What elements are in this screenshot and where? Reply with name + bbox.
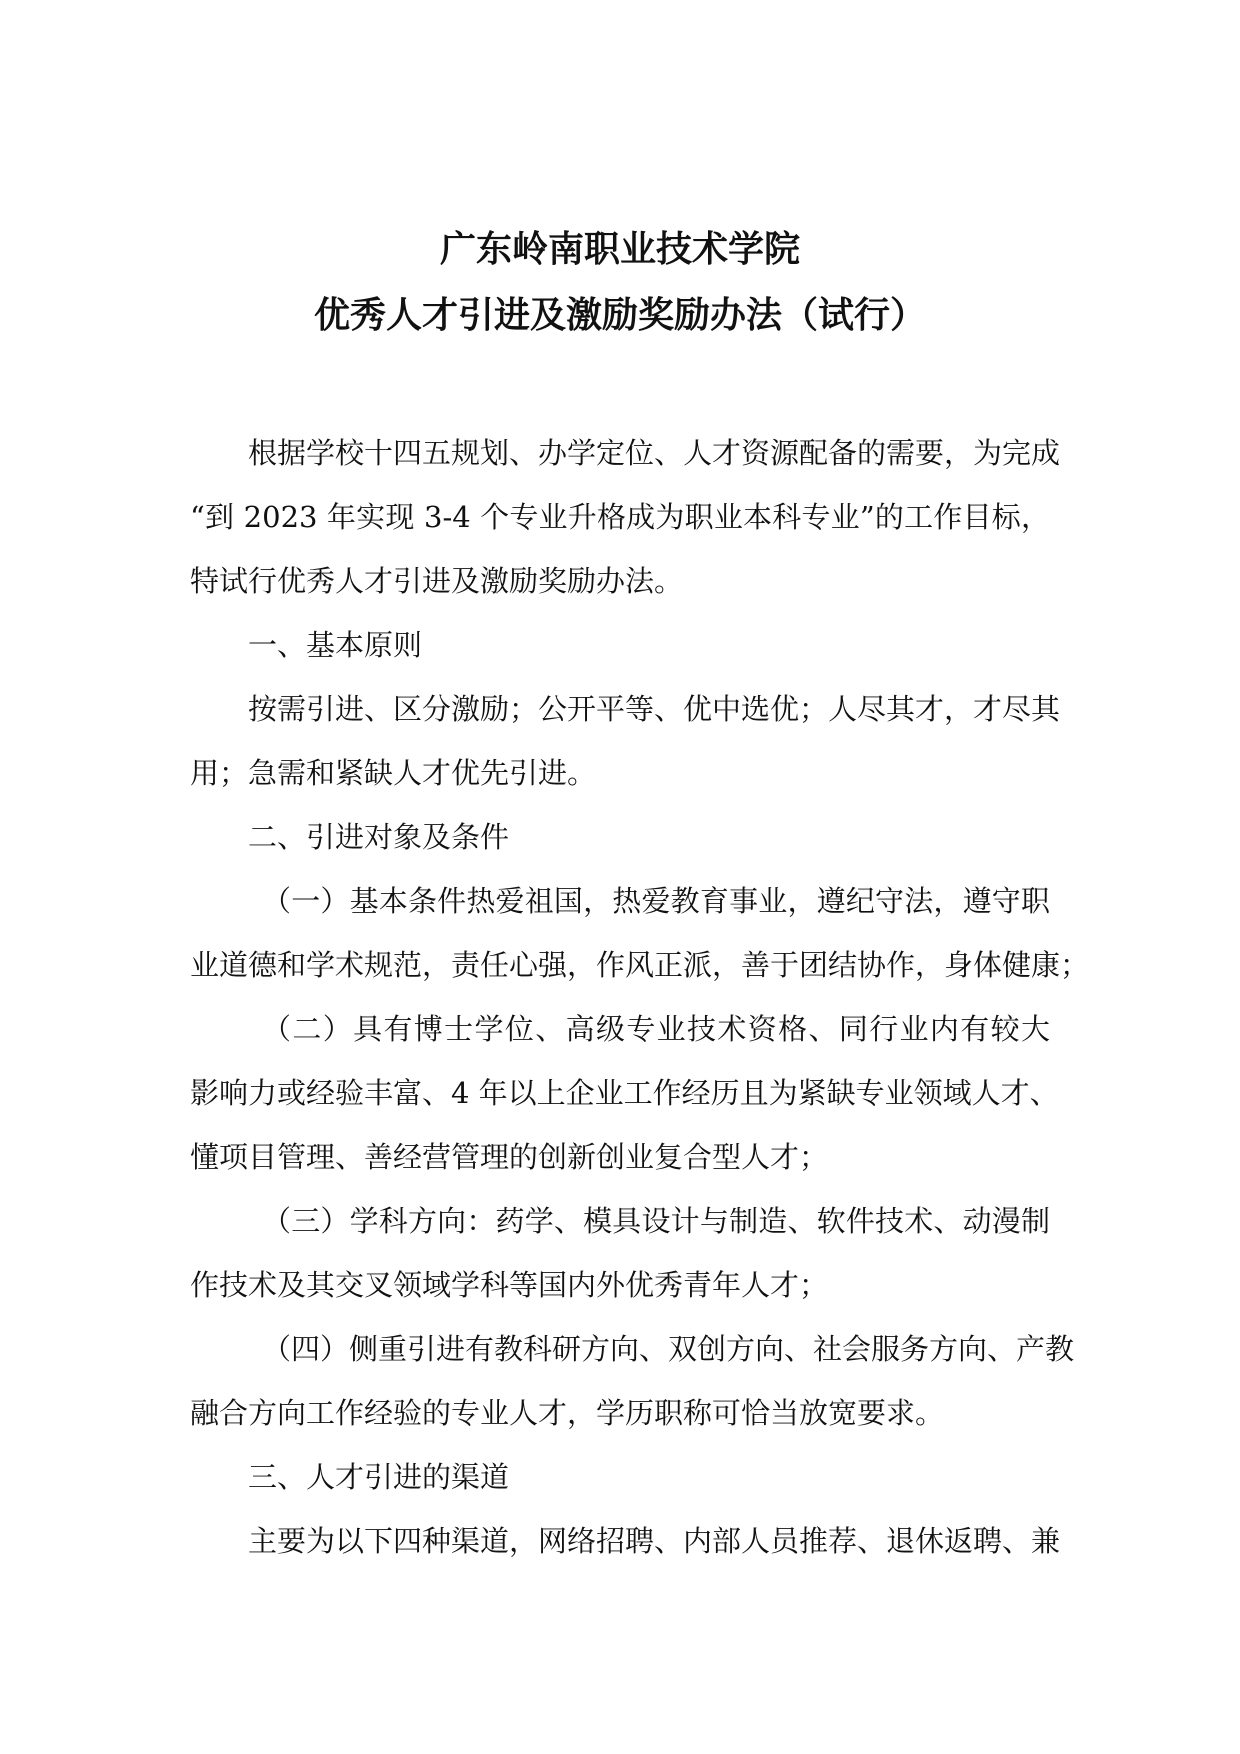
body-text-line: （三）学科方向：药学、模具设计与制造、软件技术、动漫制 [262,1204,1050,1238]
body-text-line: 作技术及其交叉领域学科等国内外优秀青年人才； [190,1268,829,1302]
body-text-line: 一、基本原则 [248,628,423,662]
body-text-line: 用；急需和紧缺人才优先引进。 [190,756,597,790]
body-text-line: 影响力或经验丰富、4 年以上企业工作经历且为紧缺专业领域人才、 [190,1076,1059,1110]
body-text-line: 三、人才引进的渠道 [248,1460,510,1494]
body-text-line: 主要为以下四种渠道，网络招聘、内部人员推荐、退休返聘、兼 [248,1524,1061,1558]
body-text-line: 二、引进对象及条件 [248,820,510,854]
body-text-line: （二）具有博士学位、高级专业技术资格、同行业内有较大 [262,1012,1050,1046]
document-title-line1: 广东岭南职业技术学院 [439,229,800,270]
body-text-line: （四）侧重引进有教科研方向、双创方向、社会服务方向、产教 [262,1332,1075,1366]
body-text-line: 懂项目管理、善经营管理的创新创业复合型人才； [190,1140,829,1174]
body-text-line: 特试行优秀人才引进及激励奖励办法。 [190,564,684,598]
body-text-line: 融合方向工作经验的专业人才，学历职称可恰当放宽要求。 [190,1396,945,1430]
document-title-line2: 优秀人才引进及激励奖励办法（试行） [313,295,926,336]
body-text-line: （一）基本条件热爱祖国，热爱教育事业，遵纪守法，遵守职 [262,884,1050,918]
body-text-line: 根据学校十四五规划、办学定位、人才资源配备的需要，为完成 [248,436,1061,470]
body-text-line: 按需引进、区分激励；公开平等、优中选优；人尽其才，才尽其 [248,692,1061,726]
body-text-line: “到 2023 年实现 3-4 个专业升格成为职业本科专业”的工作目标， [190,500,1050,534]
document-body [190,421,1090,1573]
body-text-line: 业道德和学术规范，责任心强，作风正派，善于团结协作，身体健康； [190,948,1090,982]
